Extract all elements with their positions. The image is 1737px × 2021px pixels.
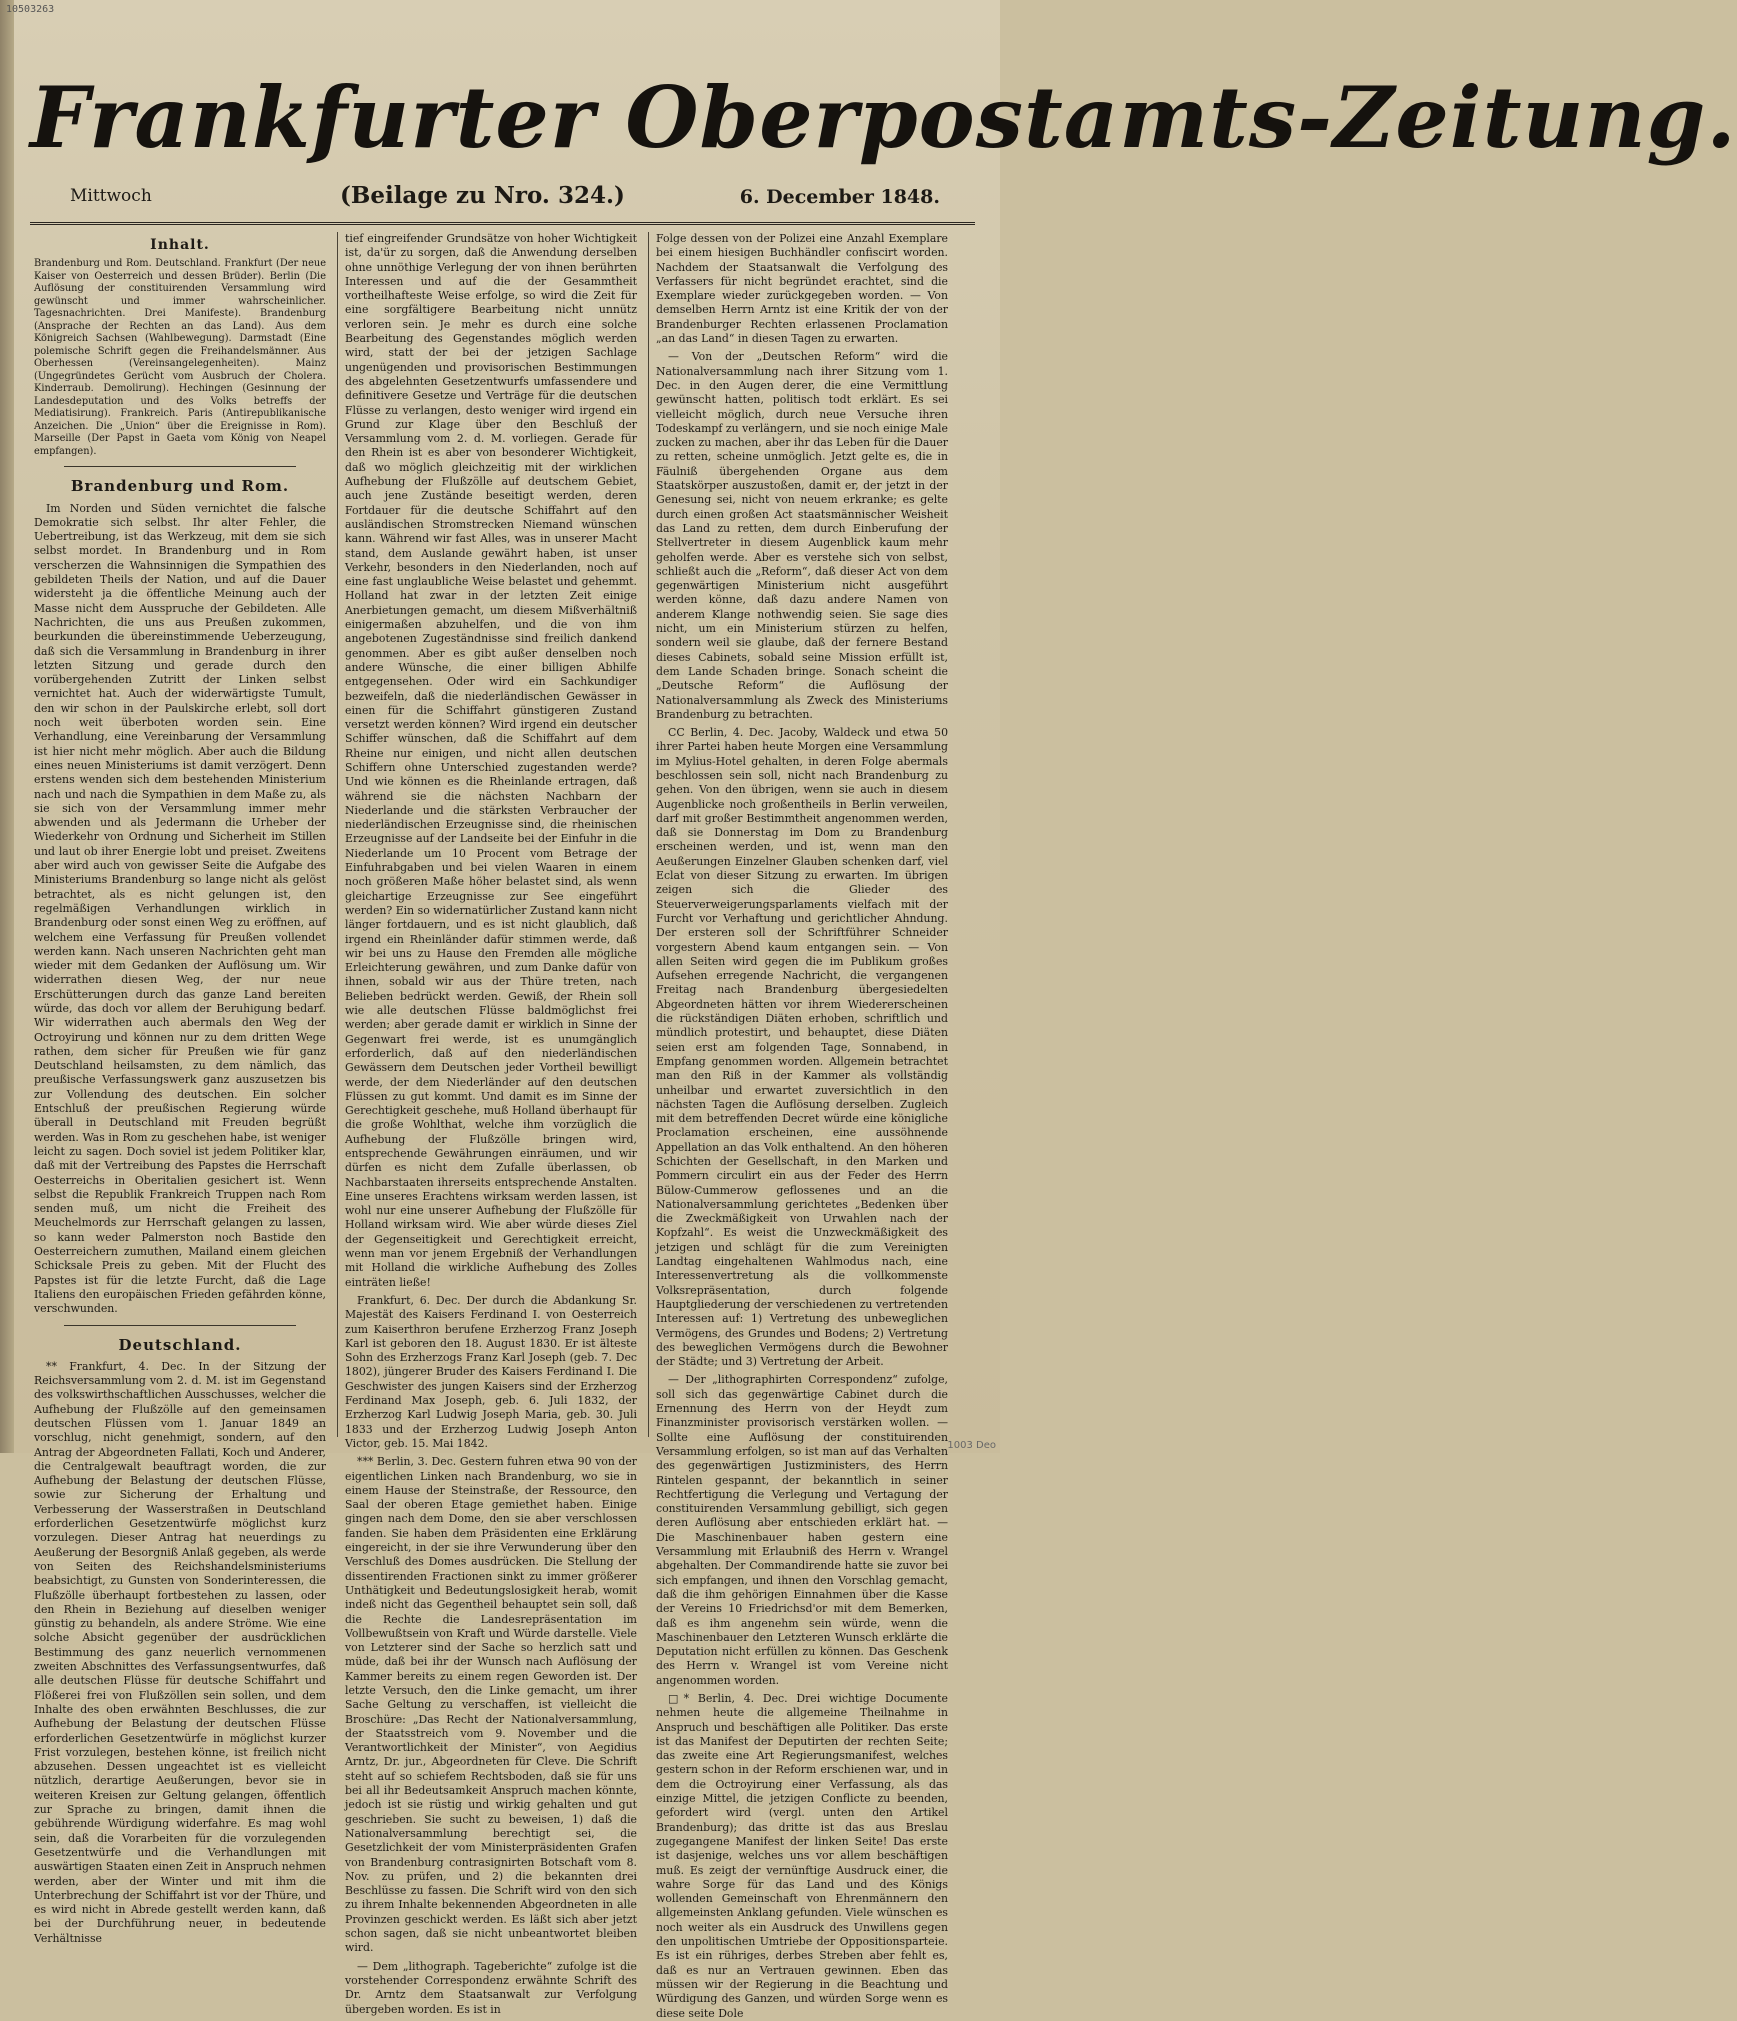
column-divider [337,232,338,1437]
column-1 [34,232,326,1945]
article-paragraph: □* Berlin, 4. Dec. Drei wichtige Documente nehmen heute die allgemeine Theilnahme in Anspruch und beschäftigen alle Politiker. Das erste ist das Manifest der Deputirten der rechten Seite; das zweite eine Art Regierungsmanifest, welches gestern schon in der Reform erschienen war, und in dem die Octroyirung einer Verfassung, als das einzige Mittel, die jetzigen Conflicte zu beenden, gefordert wird (vergl. unten den Artikel Brandenburg); das dritte ist das aus Breslau zugegangene Manifest der linken Seite! Das erste ist dasjenige, welches uns vor allem beschäftigen muß. Es zeigt der vernünftige Ausdruck einer, die wahre Sorge für das Land und des Königs wollenden Gemeinschaft von Ehrenmännern den allgemeinsten Anklang gefunden. Viele wünschen es noch weiter als ein Ausdruck des Unwillens gegen den unpolitischen Umtriebe der Oppositionsparteie. Es ist ein rühriges, derbes Streben aber fehlt es, daß es nur an Vertrauen gewinnen. Eben das müssen wir der Regierung in die Beachtung und Würdigung des Ganzen, und würden Sorge wenn es diese seite Dole [656,1691,948,2020]
article-paragraph: — Dem „lithograph. Tageberichte“ zufolge ist die vorstehender Correspondenz erwähnte Schrift des Dr. Arntz dem Staatsanwalt zur Verfolgung übergeben worden. Es ist in [345,1959,637,2016]
contents-text: Brandenburg und Rom. Deutschland. Frankfurt (Der neue Kaiser von Oesterreich und dessen Brüder). Berlin (Die Auflösung der constituirenden Versammlung wird gewünscht und immer wahrscheinlicher. Tagesnachrichten. Drei Manifeste). Brandenburg (Ansprache der Rechten an das Land). Aus dem Königreich Sachsen (Wahlbewegung). Darmstadt (Eine polemische Schrift gegen die Freihandelsmänner. Aus Oberhessen (Vereinsangelegenheiten). Mainz (Ungegründetes Gerücht vom Ausbruch der Cholera. Kinderraub. Demolirung). Hechingen (Gesinnung der Landesdeputation und des Volks betreffs der Mediatisirung). Frankreich. Paris (Antirepublikanische Anzeichen. Die „Union“ über die Ereignisse in Rom). Marseille (Der Papst in Gaeta vom König von Neapel empfangen). [34,258,326,457]
archive-id: 10503263 [6,4,55,15]
page-binding [0,0,14,1453]
column-2 [345,232,637,2016]
article-paragraph: CC Berlin, 4. Dec. Jacoby, Waldeck und etwa 50 ihrer Partei haben heute Morgen eine Versammlung im Mylius-Hotel gehalten, in deren Folge abermals beschlossen sein soll, nicht nach Brandenburg zu gehen. Von den übrigen, wenn sie auch in diesem Augenblicke noch großentheils in Berlin verweilen, darf mit großer Bestimmtheit angenommen werden, daß sie Donnerstag im Dom zu Brandenburg erscheinen werden, und ist, wenn man den Aeußerungen Einzelner Glauben schenken darf, viel Eclat von dieser Sitzung zu erwarten. Im übrigen zeigen sich die Glieder des Steuerverweigerungsparlaments vielfach mit der Furcht vor Verhaftung und gerichtlicher Ahndung. Der ersteren soll der Schriftführer Schneider vorgestern Abend kaum entgangen sein. — Von allen Seiten wird gegen die im Publikum großes Aufsehen erregende Nachricht, die vergangenen Freitag nach Brandenburg übergesiedelten Abgeordneten hätten vor ihrem Wiedererscheinen die rückständigen Diäten erhoben, schriftlich und mündlich protestirt, und behauptet, diese Diäten seien erst am folgenden Tage, Sonnabend, in Empfang genommen worden. Allgemein betrachtet man den Riß in der Kammer als vollständig unheilbar und erwartet zuversichtlich in den nächsten Tagen die Auflösung derselben. Zugleich mit dem betreffenden Decret würde eine königliche Proclamation erscheinen, eine aussöhnende Appellation an das Volk enthaltend. An den höheren Schichten der Gesellschaft, in den Marken und Pommern circulirt ein aus der Feder des Herrn Bülow-Cummerow geflossenes und an die Nationalversammlung gerichtetes „Bedenken über die Zweckmäßigkeit von Urwahlen nach der Kopfzahl“. Es weist die Unzweckmäßigkeit des jetzigen und schlägt für die zum Vereinigten Landtag eingehaltenen Wahlmodus nach, eine Interessenvertretung als die vollkommenste Volksrepräsentation, durch folgende Hauptgliederung der verschiedenen zu vertretenden Interessen auf: 1) Vertretung des unbeweglichen Vermögens, des Grundes und Bodens; 2) Vertretung des beweglichen Vermögens durch die Bewohner der Städte; und 3) Vertretung der Arbeit. [656,726,948,1369]
article-heading-deutschland: Deutschland. [118,1335,242,1354]
masthead-rule [30,222,975,225]
article-paragraph: ** Frankfurt, 4. Dec. In der Sitzung der Reichsversammlung vom 2. d. M. ist im Gegenstand des volkswirthschaftlichen Ausschusses, welcher die Aufhebung der Flußzölle auf den gemeinsamen deutschen Flüssen vom 1. Januar 1849 an vorschlug, nicht genehmigt, sondern, auf den Antrag der Abgeordneten Fallati, Koch und Anderer, die Centralgewalt beauftragt worden, die zur Aufhebung der Belastung der deutschen Flüsse, sowie zur Sicherung der Erhaltung und Verbesserung der Wasserstraßen in Deutschland erforderlichen Gesetzentwürfe möglichst kurz vorzulegen. Dieser Antrag hat neuerdings zu Aeußerung der Besorgniß Anlaß gegeben, als werde von Seiten des Reichshandelsministeriums beabsichtigt, zu Gunsten von Sonderinteressen, die Flußzölle überhaupt fortbestehen zu lassen, oder den Rhein in Beziehung auf dieselben weniger günstig zu behandeln, als andere Ströme. Wie eine solche Absicht gegenüber der ausdrücklichen Bestimmung des ganz neuerlich vernommenen zweiten Abschnittes des Verfassungsentwurfes, daß alle deutschen Flüsse für deutsche Schiffahrt und Flößerei frei von Flußzöllen sein sollen, und dem Inhalte des oben erwähnten Beschlusses, die zur Aufhebung der Belastung der deutschen Flüsse erforderlichen Gesetzentwürfe in möglichst kurzer Frist vorzulegen, bestehen könne, ist freilich nicht abzusehen. Dessen ungeachtet ist es vielleicht nützlich, derartige Aeußerungen, bevor sie in weiteren Kreisen zur Geltung gelangen, öffentlich zur Sprache zu bringen, damit ihnen die gebührende Würdigung widerfahre. Es mag wohl sein, daß die Vorarbeiten für die vorzulegenden Gesetzentwürfe und die Verhandlungen mit auswärtigen Staaten einen Zeit in Anspruch nehmen werden, aber der Winter und mit ihm die Unterbrechung der Schiffahrt ist vor der Thüre, und es wird nicht in Abrede gestellt werden kann, daß bei der Durchführung neuer, in bedeutende Verhältnisse [34,1359,326,1945]
column-divider [648,232,649,1437]
dateline-issue: (Beilage zu Nro. 324.) [340,182,625,209]
column-3 [656,232,948,2020]
article-paragraph: Folge dessen von der Polizei eine Anzahl Exemplare bei einem hiesigen Buchhändler confiscirt worden. Nachdem der Staatsanwalt die Verfolgung des Verfassers für nicht begründet erachtet, sind die Exemplare wieder zurückgegeben worden. — Von demselben Herrn Arntz ist eine Kritik der von der Brandenburger Rechten erlassenen Proclamation „an das Land“ in diesen Tagen zu erwarten. [656,232,948,346]
article-paragraph: *** Berlin, 3. Dec. Gestern fuhren etwa 90 von der eigentlichen Linken nach Brandenburg, wo sie in einem Hause der Steinstraße, der Ressource, den Saal der oberen Etage gemiethet haben. Einige gingen nach dem Dome, den sie aber verschlossen fanden. Sie haben dem Präsidenten eine Erklärung eingereicht, in der sie ihre Verwunderung über den Verschluß des Domes ausdrücken. Die Stellung der dissentirenden Fractionen sinkt zu immer größerer Unthätigkeit und Bedeutungslosigkeit herab, womit indeß nicht das Gegentheil behauptet sein soll, daß die Rechte die Landesrepräsentation im Vollbewußtsein von Kraft und Würde darstelle. Viele von Letzterer sind der Sache so herzlich satt und müde, daß bei ihr der Wunsch nach Auflösung der Kammer bereits zu einem regen Geworden ist. Der letzte Versuch, den die Linke gemacht, um ihrer Sache Geltung zu verschaffen, ist vielleicht die Broschüre: „Das Recht der Nationalversammlung, der Staatsstreich vom 9. November und die Verantwortlichkeit der Minister“, von Aegidius Arntz, Dr. jur., Abgeordneten für Cleve. Die Schrift steht auf so schiefem Rechtsboden, daß sie für uns bei all ihr Bedeutsamkeit Anspruch machen könnte, jedoch ist sie rüstig und wirkig gehalten und gut geschrieben. Sie sucht zu beweisen, 1) daß die Nationalversammlung berechtigt sei, die Gesetzlichkeit der vom Ministerpräsidenten Grafen von Brandenburg contrasignirten Botschaft vom 8. Nov. zu prüfen, und 2) die bekannten drei Beschlüsse zu fassen. Die Schrift wird von den sich zu ihrem Inhalte bekennenden Abgeordneten in alle Provinzen geschickt werden. Es läßt sich aber jetzt schon sagen, daß sie nicht unbeantwortet bleiben wird. [345,1455,637,1955]
article-paragraph: tief eingreifender Grundsätze von hoher Wichtigkeit ist, da'ür zu sorgen, daß die Anwendung derselben ohne unnöthige Verlegung der von ihnen berührten Interessen und auf die der Gesammtheit vortheilhafteste Weise erfolge, so wird die Zeit für eine sorgfältigere Bearbeitung nicht unnütz verloren sein. Je mehr es durch eine solche Bearbeitung des Gegenstandes möglich werden wird, statt der bei der jetzigen Sachlage ungenügenden und provisorischen Bestimmungen des abgelehnten Gesetzentwurfs umfassendere und definitivere Gesetze und Verträge für die deutschen Flüsse zu verlangen, desto weniger wird irgend ein Grund zur Klage über den Beschluß der Versammlung vom 2. d. M. vorliegen. Gerade für den Rhein ist es aber von besonderer Wichtigkeit, daß wo möglich gleichzeitig mit der wirklichen Aufhebung der Flußzölle auf deutschem Gebiet, auch jene Zustände beseitigt werden, deren Fortdauer für die deutsche Schiffahrt auf den ausländischen Stromstrecken Niemand wünschen kann. Während wir fast Alles, was in unserer Macht stand, dem Auslande gewährt haben, ist unser Verkehr, besonders in den Niederlanden, noch auf eine fast unglaubliche Weise belastet und gehemmt. Holland hat zwar in der letzten Zeit einige Anerbietungen gemacht, um diesem Mißverhältniß einigermaßen abzuhelfen, und die von ihm angebotenen Zugeständnisse sind freilich dankend genommen. Aber es gibt außer denselben noch andere Wünsche, die einer billigen Abhilfe entgegensehen. Oder wird ein Sachkundiger bezweifeln, daß die niederländischen Gewässer in einen für die Schiffahrt günstigeren Zustand versetzt werden können? Wird irgend ein deutscher Schiffer wünschen, daß die Schiffahrt auf dem Rheine nur einigen, und nicht allen deutschen Schiffern ohne Unterschied zugestanden werde? Und wie können es die Rheinlande ertragen, daß während sie die nächsten Nachbarn der Niederlande und die stärksten Verbraucher der niederländischen Erzeugnisse sind, die rheinischen Erzeugnisse auf der Landseite bei der Einfuhr in die Niederlande um 10 Procent vom Betrage der Einfuhrabgaben und bei vielen Waaren in einem noch größeren Maße höher belastet sind, als wenn gleichartige Erzeugnisse zur See eingeführt werden? Ein so widernatürlicher Zustand kann nicht länger fortdauern, und es ist nicht glaublich, daß irgend ein Rheinländer dafür stimmen werde, daß wir bei uns zu Hause den Fremden alle mögliche Erleichterung gewähren, und zum Danke dafür von ihnen, sobald wir aus der Thüre treten, nach Belieben bedrückt werden. Gewiß, der Rhein soll wie alle deutschen Flüsse baldmöglichst frei werden; aber gerade damit er wirklich in Sinne der Gegenwart frei werde, ist es unumgänglich erforderlich, daß auf den niederländischen Gewässern dem Deutschen jeder Vortheil bewilligt werde, der dem Niederländer auf den deutschen Flüssen zu gut kommt. Und damit es im Sinne der Gerechtigkeit geschehe, muß Holland überhaupt für die große Wohlthat, welche ihm vorzüglich die Aufhebung der Flußzölle bringen wird, entsprechende Gewährungen einräumen, und wir dürfen es nicht dem Zufalle überlassen, ob Nachbarstaaten ihrerseits entsprechende Anstalten. Eine unseres Erachtens wirksam werden lassen, ist wohl nur eine unserer Aufhebung der Flußzölle für Holland wirksam wird. Wie aber würde dieses Ziel der Gegenseitigkeit und Gerechtigkeit erreicht, wenn man vor jenem Ergebniß der Verhandlungen mit Holland die wirkliche Aufhebung des Zolles einträten ließe! [345,232,637,1289]
article-paragraph: Im Norden und Süden vernichtet die falsche Demokratie sich selbst. Ihr alter Fehler, die Uebertreibung, ist das Werkzeug, mit dem sie sich selbst mordet. In Brandenburg und in Rom verscherzen die Wahnsinnigen die Sympathien des gebildeten Theils der Nation, und auf die Dauer widersteht ja die öffentliche Meinung auch der Masse nicht dem Ausspruche der Gebildeten. Alle Nachrichten, die uns aus Preußen zukommen, beurkunden die übereinstimmende Ueberzeugung, daß sich die Versammlung in Brandenburg in ihrer letzten Sitzung und gerade durch den vorübergehenden Zutritt der Linken selbst vernichtet hat. Auch der widerwärtigste Tumult, den wir schon in der Paulskirche erlebt, soll dort noch weit überboten worden sein. Eine Verhandlung, eine Vereinbarung der Versammlung ist hier nicht mehr möglich. Aber auch die Bildung eines neuen Ministeriums ist damit verzögert. Denn erstens wenden sich dem bestehenden Ministerium nach und nach die Sympathien in dem Maße zu, als sie sich von der Versammlung immer mehr abwenden und als Jedermann die Urheber der Wiederkehr von Ordnung und Sicherheit im Stillen und laut ob ihrer Energie lobt und preiset. Zweitens aber wird auch von gewisser Seite die Aufgabe des Ministeriums Brandenburg so lange nicht als gelöst betrachtet, als es nicht gelungen ist, den regelmäßigen Verhandlungen wirklich in Brandenburg oder sonst einen Weg zu eröffnen, auf welchem eine Verfassung für Preußen vollendet werden kann. Nach unseren Nachrichten geht man wieder mit dem Gedanken der Auflösung um. Wir widerrathen diesen Weg, der nur neue Erschütterungen durch das ganze Land bereiten würde, das doch vor allem der Beruhigung bedarf. Wir widerrathen auch abermals den Weg der Octroyirung und können nur zu dem dritten Wege rathen, dem sicher für Preußen wie für ganz Deutschland heilsamsten, zu dem nämlich, das preußische Verfassungswerk ganz auszusetzen bis zur Vollendung des deutschen. Ein solcher Entschluß der preußischen Regierung würde überall in Deutschland mit Freuden begrüßt werden. Was in Rom zu geschehen habe, ist weniger leicht zu sagen. Doch soviel ist jedem Politiker klar, daß mit der Vertreibung des Papstes die Herrschaft Oesterreichs in Oberitalien gesichert ist. Wenn selbst die Republik Frankreich Truppen nach Rom senden muß, um nicht die Freiheit des Meuchelmords zur Herrschaft gelangen zu lassen, so kann weder Palmerston noch Bastide den Oesterreichern zumuthen, Mailand einem gleichen Schicksale Preis zu geben. Mit der Flucht des Papstes ist für die letzte Furcht, daß die Lage Italiens den europäischen Frieden gefährden könne, verschwunden. [34,501,326,1316]
dateline-date: 6. December 1848. [739,186,940,208]
section-rule [64,466,296,467]
masthead-title: Frankfurter Oberpostamts-Zeitung. [30,68,1737,167]
article-paragraph: — Von der „Deutschen Reform“ wird die Nationalversammlung nach ihrer Sitzung vom 1. Dec. in den Augen derer, die eine Vermittlung gewünscht hatten, politisch todt erklärt. Es sei vielleicht möglich, durch neue Versuche ihren Todeskampf zu verlängern, und sie noch einige Male zucken zu machen, aber ihr das Leben für die Dauer zu retten, scheine unmöglich. Jetzt gelte es, die in Fäulniß übergehenden Organe aus dem Staatskörper auszustoßen, damit er, der jetzt in der Genesung sei, nicht von neuem erkranke; es gelte durch einen großen Act staatsmännischer Weisheit das Land zu retten, dem durch Einberufung der Stellvertreter in diesem Augenblick kaum mehr geholfen werde. Aber es verstehe sich von selbst, schließt auch die „Reform“, daß dieser Act von dem gegenwärtigen Ministerium nicht ausgeführt werden könne, daß dazu andere Namen von anderem Klange nothwendig seien. Sie sage dies nicht, um ein Ministerium stürzen zu helfen, sondern weil sie glaube, daß der fernere Bestand dieses Cabinets, sobald seine Mission erfüllt ist, dem Lande Schaden bringe. Sonach scheint die „Deutsche Reform“ die Auflösung der Nationalversammlung als Zweck des Ministeriums Brandenburg zu betrachten. [656,350,948,721]
dateline [40,182,980,216]
corner-stamp: 1003 Deo [947,1440,996,1451]
section-rule [64,1325,296,1326]
article-heading-brandenburg-rom: Brandenburg und Rom. [70,477,290,496]
article-paragraph: Frankfurt, 6. Dec. Der durch die Abdankung Sr. Majestät des Kaisers Ferdinand I. von Oesterreich zum Kaiserthron berufene Erzherzog Franz Joseph Karl ist geboren den 18. August 1830. Er ist älteste Sohn des Erzherzogs Franz Karl Joseph (geb. 7. Dec 1802), jüngerer Bruder des Kaisers Ferdinand I. Die Geschwister des jungen Kaisers sind der Erzherzog Ferdinand Max Joseph, geb. 6. Juli 1832, der Erzherzog Karl Ludwig Joseph Maria, geb. 30. Juli 1833 und der Erzherzog Ludwig Joseph Anton Victor, geb. 15. Mai 1842. [345,1293,637,1450]
article-paragraph: — Der „lithographirten Correspondenz“ zufolge, soll sich das gegenwärtige Cabinet durch die Ernennung des Herrn von der Heydt zum Finanzminister provisorisch verstärken wollen. — Sollte eine Auflösung der constituirenden Versammlung erfolgen, so ist man auf das Verhalten des gegenwärtigen Justizministers, des Herrn Rintelen gespannt, der bekanntlich in seiner Rechtfertigung die Verlegung und Vertagung der constituirenden Versammlung gebilligt, sich gegen deren Auflösung aber entschieden erklärt hat. — Die Maschinenbauer haben gestern eine Versammlung mit Erlaubniß des Herrn v. Wrangel abgehalten. Der Commandirende hatte sie zuvor bei sich empfangen, und ihnen den Vorschlag gemacht, daß die ihm gehörigen Einnahmen über die Kasse der Vereins 10 Friedrichsd'or mit dem Bemerken, daß es ihm angenehm sein würde, wenn die Maschinenbauer den Letzteren Wunsch erklärte die Deputation nicht erfüllen zu können. Das Geschenk des Herrn v. Wrangel ist vom Vereine nicht angenommen worden. [656,1373,948,1687]
dateline-day: Mittwoch [70,186,152,206]
contents-heading: Inhalt. [150,237,210,253]
